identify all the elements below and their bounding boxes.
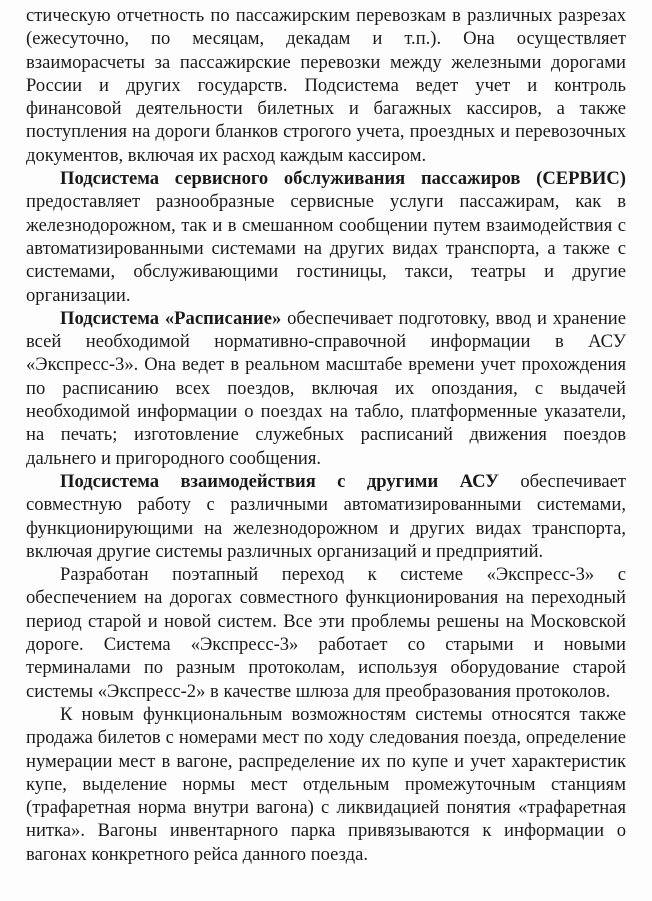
paragraph-new-features: [26, 703, 626, 866]
paragraph-bold-lead: Подсистема «Расписание»: [60, 307, 282, 329]
paragraph-schedule-subsystem: [26, 307, 626, 470]
paragraph-text: предоставляет разнообразные сервисные услуги пассажирам, как в железнодорожном, так и в смешанном сообщении путем взаимодействия с автоматизированными системами на других видах транспорта, а также с системами, обслуживающими гостиницы, такси, театры и другие организации.: [26, 191, 626, 306]
paragraph-text: К новым функциональным возможностям системы относятся также продажа билетов с номерами мест по ходу следования поезда, определение нумерации мест в вагоне, распределение их по купе и учет характеристик купе, выделение нормы мест отдельным промежуточным станциям (трафаретная норма внутри вагона) с ликвидацией понятия «трафаретная нитка». Вагоны инвентарного парка привязываются к информации о вагонах конкретного рейса данного поезда.: [26, 703, 626, 865]
paragraph-reporting: [26, 4, 626, 167]
paragraph-text: обеспечивает подготовку, ввод и хранение всей необходимой нормативно-справочной информации в АСУ «Экспресс-3». Она ведет в реальном масштабе времени учет прохождения по расписанию всех поездов, включая их опоздания, с выдачей необходимой информации о поездах на табло, платформенные указатели, на печать; изготовление служебных расписаний движения поездов дальнего и пригородного сообщения.: [26, 307, 626, 469]
paragraph-bold-lead: Подсистема взаимодействия с другими АСУ: [60, 470, 499, 492]
paragraph-transition: [26, 563, 626, 703]
paragraph-text: обеспечивает совместную работу с различными автоматизированными системами, функционирующими на железнодорожном и других видах транспорта, включая другие системы различных организаций и предприятий.: [26, 470, 627, 562]
paragraph-service-subsystem: [26, 167, 626, 307]
paragraph-interaction-subsystem: [26, 470, 626, 563]
paragraph-text: стическую отчетность по пассажирским перевозкам в различных разрезах (ежесуточно, по месяцам, декадам и т.п.). Она осуществляет взаиморасчеты за пассажирские перевозки между железными дорогами России и других государств. Подсистема ведет учет и контроль финансовой деятельности билетных и багажных кассиров, а также поступления на дороги бланков строгого учета, проездных и перевозочных документов, включая их расход каждым кассиром.: [26, 5, 626, 166]
paragraph-text: Разработан поэтапный переход к системе «Экспресс-3» с обеспечением на дорогах совместного функционирования на переходный период старой и новой систем. Все эти проблемы решены на Московской дороге. Система «Экспресс-3» работает со старыми и новыми терминалами по разным протоколам, используя оборудование старой системы «Экспресс-2» в качестве шлюза для преобразования протоколов.: [26, 564, 626, 702]
paragraph-bold-lead: Подсистема сервисного обслуживания пассажиров (СЕРВИС): [60, 168, 626, 190]
